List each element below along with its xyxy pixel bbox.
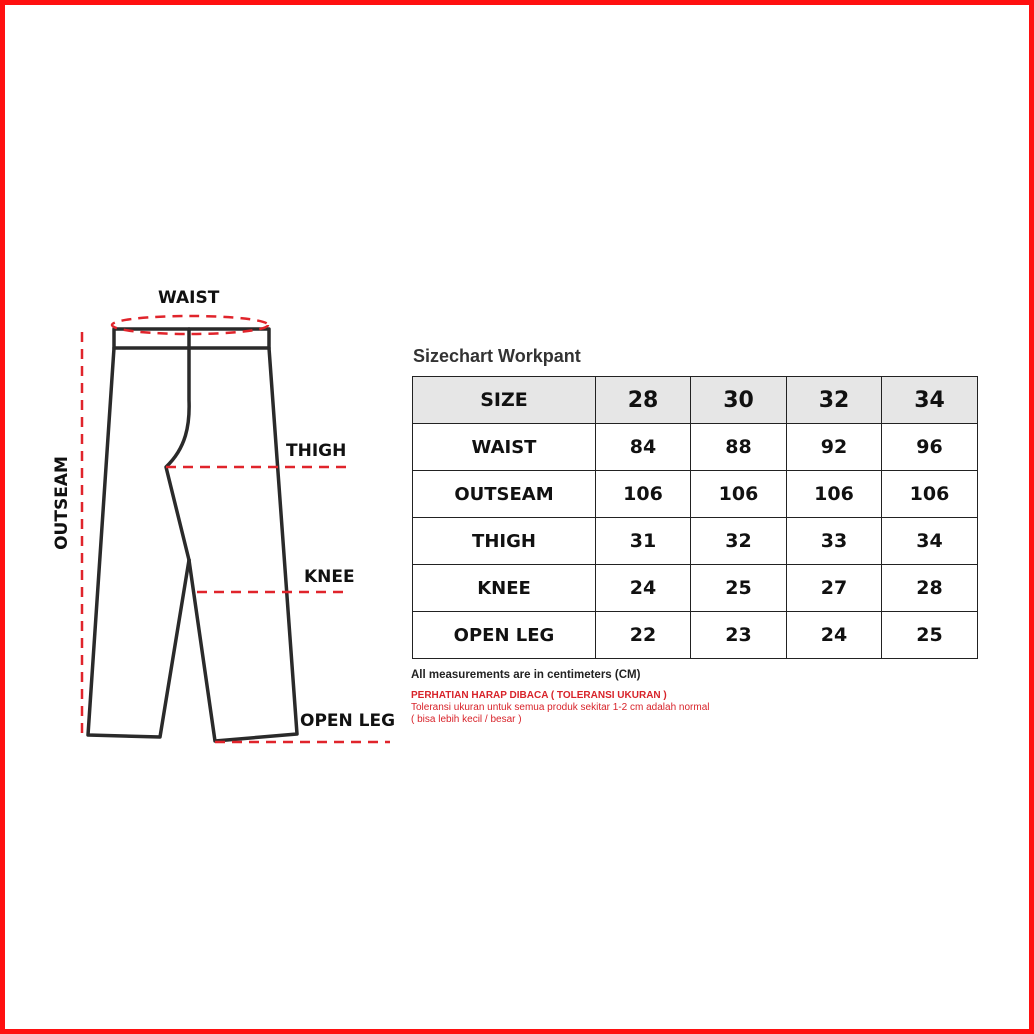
table-row <box>413 612 978 659</box>
size-header-cell: 34 <box>882 377 978 424</box>
value-cell: 84 <box>596 424 691 471</box>
size-header-cell: 30 <box>691 377 787 424</box>
tolerance-notice-title: PERHATIAN HARAP DIBACA ( TOLERANSI UKURAN ) <box>411 690 667 701</box>
size-table <box>412 376 978 659</box>
value-cell: 23 <box>691 612 787 659</box>
waist-label: WAIST <box>158 288 220 308</box>
right-leg-outline <box>189 348 297 741</box>
value-cell: 88 <box>691 424 787 471</box>
value-cell: 28 <box>882 565 978 612</box>
value-cell: 33 <box>787 518 882 565</box>
row-label-cell: THIGH <box>413 518 596 565</box>
thigh-label: THIGH <box>286 441 347 461</box>
value-cell: 25 <box>691 565 787 612</box>
left-leg-outline <box>88 348 189 737</box>
value-cell: 106 <box>882 471 978 518</box>
table-row <box>413 424 978 471</box>
value-cell: 24 <box>596 565 691 612</box>
table-row <box>413 565 978 612</box>
fly-crotch-seam <box>166 329 189 560</box>
value-cell: 106 <box>596 471 691 518</box>
row-label-cell: KNEE <box>413 565 596 612</box>
tolerance-notice-body <box>411 702 710 726</box>
size-header-cell: 28 <box>596 377 691 424</box>
knee-label: KNEE <box>304 567 355 587</box>
row-label-cell: OPEN LEG <box>413 612 596 659</box>
row-label-cell: WAIST <box>413 424 596 471</box>
outseam-label: OUTSEAM <box>52 456 72 550</box>
value-cell: 32 <box>691 518 787 565</box>
row-label-cell: OUTSEAM <box>413 471 596 518</box>
size-chart-title: Sizechart Workpant <box>413 346 581 366</box>
value-cell: 27 <box>787 565 882 612</box>
value-cell: 31 <box>596 518 691 565</box>
open-leg-label: OPEN LEG <box>300 711 396 731</box>
value-cell: 106 <box>787 471 882 518</box>
value-cell: 25 <box>882 612 978 659</box>
tolerance-notice-line: Toleransi ukuran untuk semua produk sekitar 1-2 cm adalah normal <box>411 702 710 713</box>
size-header-cell: 32 <box>787 377 882 424</box>
size-table-header-row <box>413 377 978 424</box>
measurement-unit-note: All measurements are in centimeters (CM) <box>411 669 641 681</box>
value-cell: 22 <box>596 612 691 659</box>
table-row <box>413 471 978 518</box>
value-cell: 24 <box>787 612 882 659</box>
size-header-cell: SIZE <box>413 377 596 424</box>
value-cell: 34 <box>882 518 978 565</box>
tolerance-notice-line: ( bisa lebih kecil / besar ) <box>411 714 522 725</box>
table-row <box>413 518 978 565</box>
value-cell: 106 <box>691 471 787 518</box>
value-cell: 96 <box>882 424 978 471</box>
value-cell: 92 <box>787 424 882 471</box>
